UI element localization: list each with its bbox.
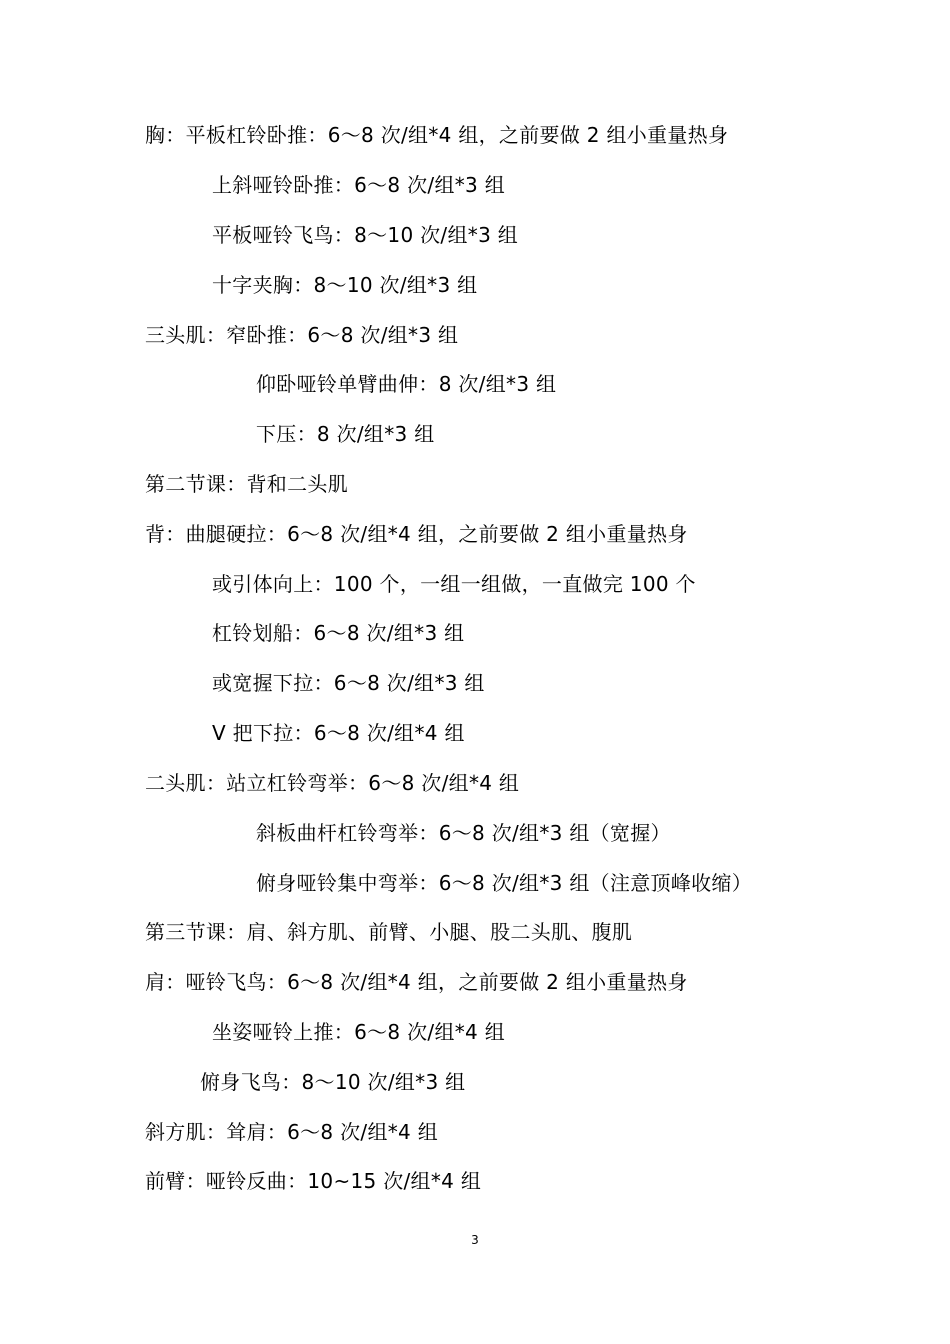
exercise-line: 或引体向上：100 个，一组一组做，一直做完 100 个 — [212, 572, 696, 596]
exercise-line: 或宽握下拉：6～8 次/组*3 组 — [212, 671, 485, 695]
back-heading-line: 背：曲腿硬拉：6～8 次/组*4 组，之前要做 2 组小重量热身 — [145, 522, 688, 546]
exercise-line: 杠铃划船：6～8 次/组*3 组 — [212, 621, 465, 645]
exercise-line: 平板哑铃飞鸟：8～10 次/组*3 组 — [212, 223, 519, 247]
exercise-line: 十字夹胸：8～10 次/组*3 组 — [212, 273, 478, 297]
exercise-line: 坐姿哑铃上推：6～8 次/组*4 组 — [212, 1020, 506, 1044]
lesson-three-heading: 第三节课：肩、斜方肌、前臂、小腿、股二头肌、腹肌 — [145, 920, 633, 944]
exercise-line: 仰卧哑铃单臂曲伸：8 次/组*3 组 — [256, 372, 557, 396]
exercise-line: V 把下拉：6～8 次/组*4 组 — [212, 721, 465, 745]
exercise-line: 下压：8 次/组*3 组 — [256, 422, 435, 446]
lesson-two-heading: 第二节课：背和二头肌 — [145, 472, 348, 496]
triceps-heading-line: 三头肌：窄卧推：6～8 次/组*3 组 — [145, 323, 459, 347]
forearm-heading-line: 前臂：哑铃反曲：10~15 次/组*4 组 — [145, 1169, 482, 1193]
exercise-line: 上斜哑铃卧推：6～8 次/组*3 组 — [212, 173, 506, 197]
biceps-heading-line: 二头肌：站立杠铃弯举：6～8 次/组*4 组 — [145, 771, 520, 795]
trapezius-heading-line: 斜方肌：耸肩：6～8 次/组*4 组 — [145, 1120, 439, 1144]
shoulder-heading-line: 肩：哑铃飞鸟：6～8 次/组*4 组，之前要做 2 组小重量热身 — [145, 970, 688, 994]
exercise-line: 斜板曲杆杠铃弯举：6～8 次/组*3 组（宽握） — [256, 821, 671, 845]
chest-heading-line: 胸：平板杠铃卧推：6～8 次/组*4 组，之前要做 2 组小重量热身 — [145, 123, 729, 147]
page-number: 3 — [471, 1233, 479, 1247]
exercise-line: 俯身哑铃集中弯举：6～8 次/组*3 组（注意顶峰收缩） — [256, 871, 753, 895]
exercise-line: 俯身飞鸟：8～10 次/组*3 组 — [200, 1070, 466, 1094]
